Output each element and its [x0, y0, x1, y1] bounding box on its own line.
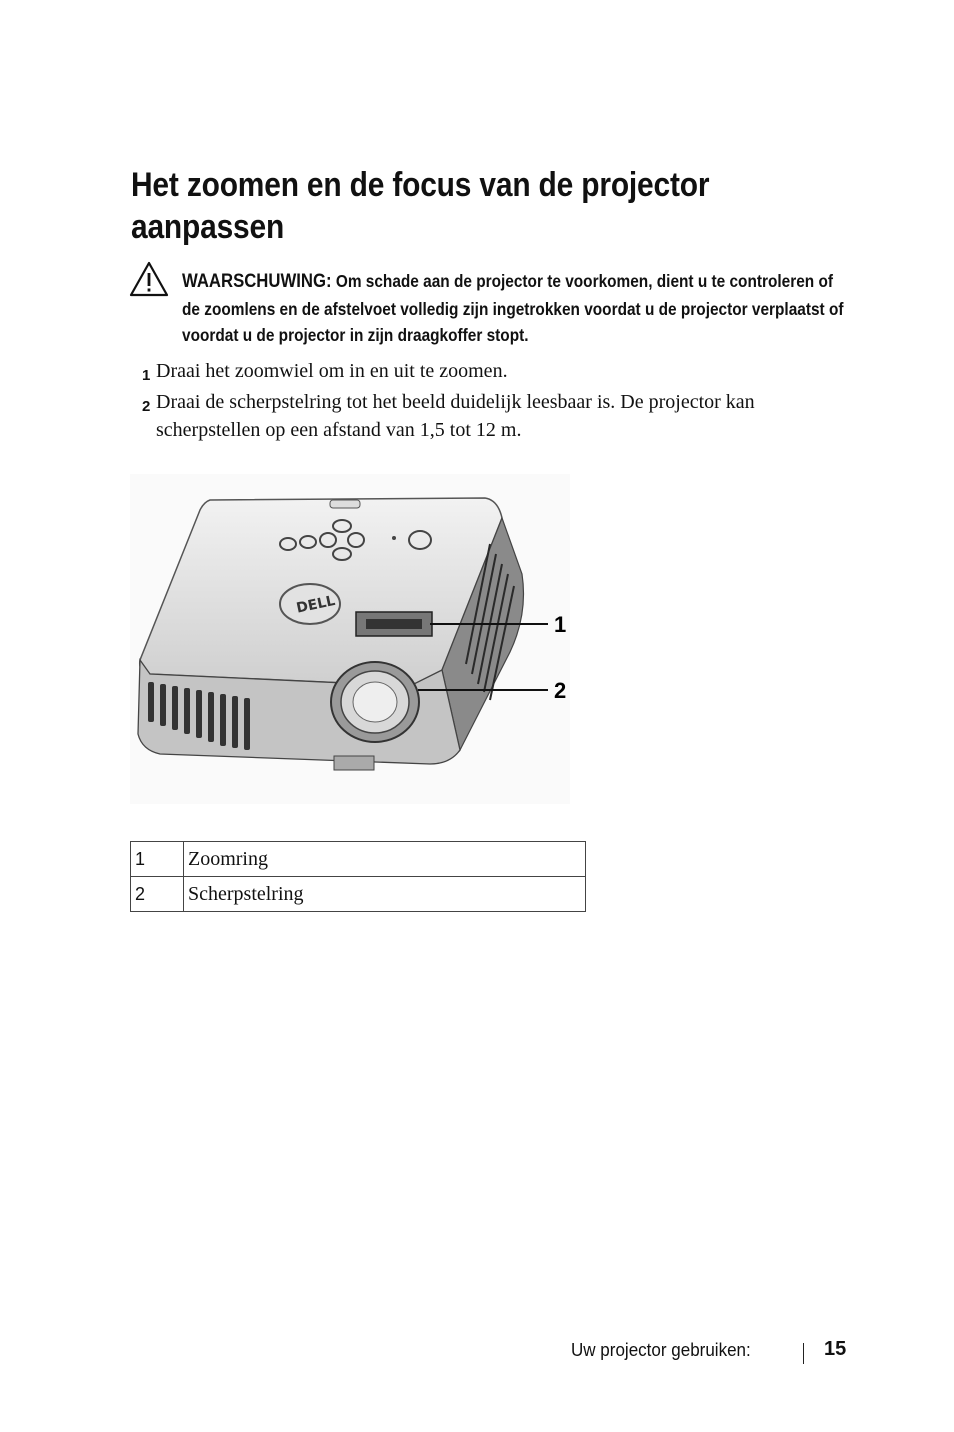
projector-illustration	[130, 474, 570, 804]
step-text-line-2: scherpstellen op een afstand van 1,5 tot 12 m.	[156, 419, 522, 441]
step-number: 2	[142, 398, 151, 415]
page-title: Het zoomen en de focus van de projector aanpassen	[131, 166, 710, 246]
step-number: 1	[142, 367, 151, 384]
legend-number: 2	[131, 877, 184, 912]
callout-1: 1	[554, 612, 567, 637]
legend-table	[130, 841, 586, 912]
footer-section: Uw projector gebruiken:	[571, 1339, 751, 1360]
warning-note	[182, 268, 851, 349]
footer-divider	[803, 1343, 804, 1364]
warning-text: Om schade aan de projector te voorkomen, dient u te controleren of de zoomlens en de afstelvoet volledig zijn ingetrokken voordat u de projector verplaatst of voordat u de projector in zijn draagkoffer stopt.	[182, 271, 844, 345]
callout-2: 2	[554, 678, 567, 703]
legend-label: Scherpstelring	[184, 877, 586, 912]
warning-label: WAARSCHUWING:	[182, 271, 332, 292]
legend-label: Zoomring	[184, 842, 586, 877]
legend-number: 1	[131, 842, 184, 877]
warning-triangle-icon	[128, 260, 170, 298]
step-text: Draai het zoomwiel om in en uit te zoomen.	[156, 360, 508, 382]
page-number: 15	[824, 1338, 847, 1360]
table-row	[131, 842, 586, 877]
table-row	[131, 877, 586, 912]
step-text-line-1: Draai de scherpstelring tot het beeld duidelijk leesbaar is. De projector kan	[156, 391, 755, 413]
dell-logo: DELL	[295, 592, 337, 617]
